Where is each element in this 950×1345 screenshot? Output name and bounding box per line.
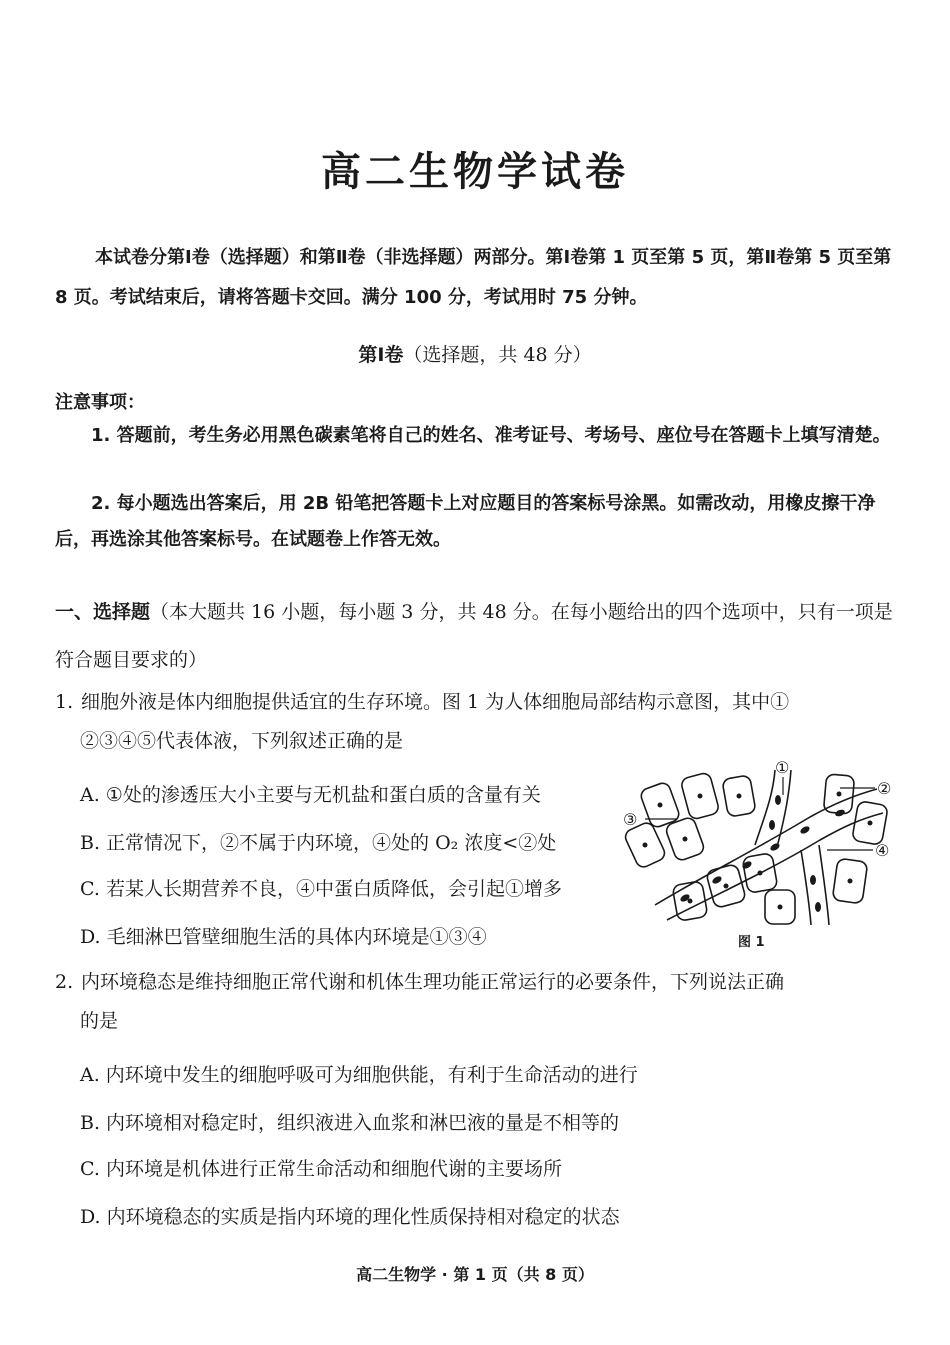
question-1-option-d: D. 毛细淋巴管壁细胞生活的具体内环境是①③④ <box>80 926 487 948</box>
question-1-number: 1. <box>55 691 74 713</box>
figure-1-label-4: ④ <box>875 841 890 860</box>
page-footer: 高二生物学 · 第 1 页（共 8 页） <box>356 1265 594 1284</box>
question-1-stem-line2: ②③④⑤代表体液，下列叙述正确的是 <box>80 730 404 752</box>
exam-title: 高二生物学试卷 <box>321 148 629 195</box>
notice-item-1: 1. 答题前，考生务必用黑色碳素笔将自己的姓名、准考证号、考场号、座位号在答题卡上填写清楚。 <box>91 425 891 446</box>
question-2-stem <box>55 958 893 1006</box>
question-2-option-d: D. 内环境稳态的实质是指内环境的理化性质保持相对稳定的状态 <box>80 1206 620 1228</box>
question-1-option-b: B. 正常情况下，②不属于内环境，④处的 O₂ 浓度<②处 <box>80 832 557 854</box>
question-2-option-c: C. 内环境是机体进行正常生命活动和细胞代谢的主要场所 <box>80 1158 562 1180</box>
figure-1-cell-diagram <box>615 755 905 930</box>
question-1-option-a: A. ①处的渗透压大小主要与无机盐和蛋白质的含量有关 <box>80 784 541 806</box>
notice-item-2: 2. 每小题选出答案后，用 2B 铅笔把答题卡上对应题目的答案标号涂黑。如需改动，用橡皮擦干净后，再选涂其他答案标号。在试题卷上作答无效。 <box>55 493 876 550</box>
section-heading-rest: （本大题共 16 小题，每小题 3 分，共 48 分。在每小题给出的四个选项中，只有一项是符合题目要求的） <box>55 601 893 671</box>
section-heading <box>55 588 893 684</box>
question-2-number: 2. <box>55 971 74 993</box>
question-2-option-a: A. 内环境中发生的细胞呼吸可为细胞供能，有利于生命活动的进行 <box>80 1064 638 1086</box>
figure-1-caption: 图 1 <box>738 935 765 950</box>
question-1-stem <box>55 678 893 726</box>
exam-intro: 本试卷分第Ⅰ卷（选择题）和第Ⅱ卷（非选择题）两部分。第Ⅰ卷第 1 页至第 5 页，第Ⅱ卷第 5 页至第 8 页。考试结束后，请将答题卡交回。满分 100 分，考试用时 75 分钟。 <box>55 247 892 308</box>
volume-heading <box>0 340 950 367</box>
question-1-option-c: C. 若某人长期营养不良，④中蛋白质降低，会引起①增多 <box>80 878 562 900</box>
question-2-option-b: B. 内环境相对稳定时，组织液进入血浆和淋巴液的量是不相等的 <box>80 1112 620 1134</box>
question-1-stem-line1: 细胞外液是体内细胞提供适宜的生存环境。图 1 为人体细胞局部结构示意图，其中① <box>81 691 790 713</box>
volume-heading-rest: （选择题，共 48 分） <box>403 344 592 366</box>
question-2-stem-line2: 的是 <box>80 1010 119 1032</box>
section-heading-bold: 一、选择题 <box>55 601 151 623</box>
figure-1-label-3: ③ <box>623 810 638 829</box>
volume-heading-bold: 第Ⅰ卷 <box>358 344 404 366</box>
question-2-stem-line1: 内环境稳态是维持细胞正常代谢和机体生理功能正常运行的必要条件，下列说法正确 <box>81 971 785 993</box>
figure-1-label-2: ② <box>877 779 892 798</box>
figure-1-label-1: ① <box>775 758 790 777</box>
notice-title: 注意事项： <box>55 392 145 413</box>
